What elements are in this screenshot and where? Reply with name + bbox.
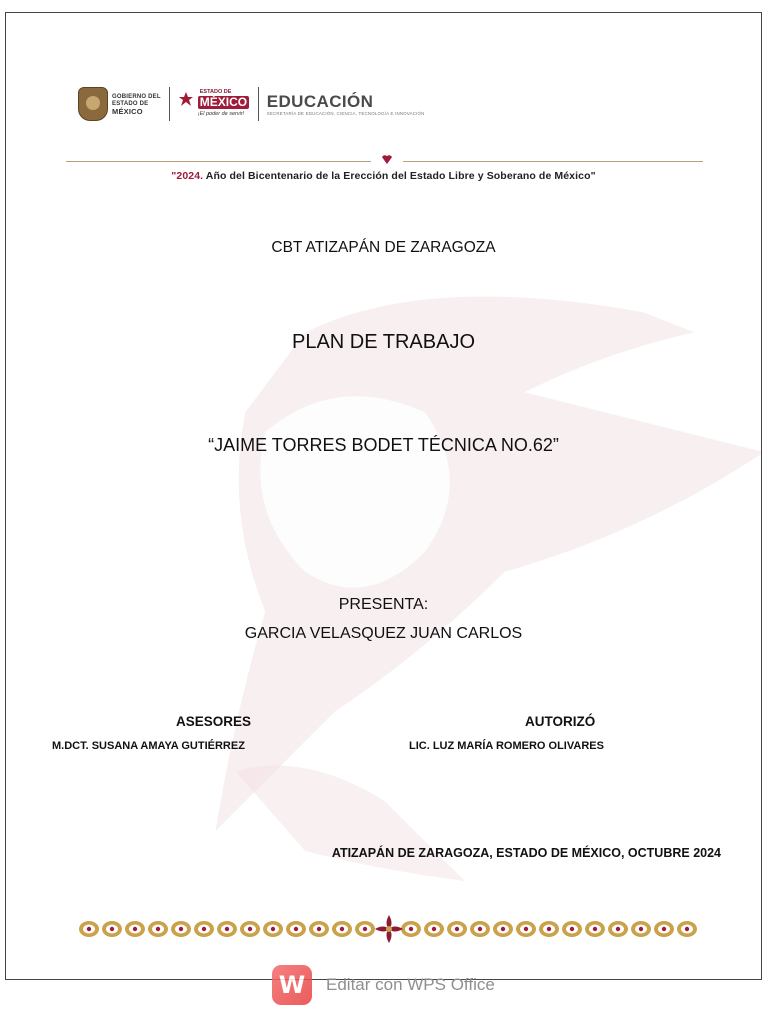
edomex-main-text: MÉXICO — [199, 95, 248, 109]
header-rule-left — [66, 161, 371, 162]
project-name: “JAIME TORRES BODET TÉCNICA NO.62” — [208, 435, 559, 455]
school-name: CBT ATIZAPÁN DE ZARAGOZA — [271, 239, 496, 256]
border-motif — [332, 921, 352, 937]
student-name: GARCIA VELASQUEZ JUAN CARLOS — [244, 625, 523, 642]
wps-edit-label: Editar con WPS Office — [326, 975, 495, 994]
wps-edit-button[interactable] — [272, 965, 495, 1005]
education-title: EDUCACIÓN — [266, 91, 374, 111]
edomex-logo — [178, 87, 250, 121]
authorized-label: AUTORIZÓ — [525, 714, 596, 729]
border-motif — [286, 921, 306, 937]
year-motto — [6, 170, 761, 182]
edomex-slogan: ¡El poder de servir! — [197, 111, 245, 117]
border-motif — [79, 921, 99, 937]
border-motif — [493, 921, 513, 937]
border-motif — [148, 921, 168, 937]
border-motif — [470, 921, 490, 937]
border-motif — [194, 921, 214, 937]
border-motif — [217, 921, 237, 937]
edomex-top-text: ESTADO DE — [199, 89, 232, 95]
advisors-label: ASESORES — [176, 714, 252, 729]
wps-logo-icon: W — [272, 965, 312, 1005]
border-motif — [355, 921, 375, 937]
logo-divider — [169, 87, 170, 121]
border-motif — [125, 921, 145, 937]
border-motif — [539, 921, 559, 937]
logo-divider — [258, 87, 259, 121]
government-label: GOBIERNO DEL ESTADO DE MÉXICO — [112, 93, 161, 116]
border-motif — [263, 921, 283, 937]
motto-year: "2024. — [171, 170, 204, 182]
border-motif — [608, 921, 628, 937]
header-logos — [78, 79, 425, 129]
border-motif — [309, 921, 329, 937]
header-rule-right — [403, 161, 703, 162]
advisor-name: M.DCT. SUSANA AMAYA GUTIÉRREZ — [52, 740, 245, 752]
border-motif — [240, 921, 260, 937]
decorative-border — [78, 911, 700, 947]
border-motif — [102, 921, 122, 937]
motto-text: Año del Bicentenario de la Erección del Estado Libre y Soberano de México" — [203, 170, 596, 182]
border-motif — [677, 921, 697, 937]
presents-label: PRESENTA: — [338, 596, 429, 613]
document-title: PLAN DE TRABAJO — [291, 331, 476, 353]
border-motif — [516, 921, 536, 937]
border-motif — [654, 921, 674, 937]
education-subtitle: SECRETARÍA DE EDUCACIÓN, CIENCIA, TECNOLOGÍA E INNOVACIÓN — [266, 110, 425, 116]
border-motif — [424, 921, 444, 937]
edomex-star-icon — [178, 91, 194, 107]
border-motif — [631, 921, 651, 937]
state-seal-icon — [78, 87, 108, 121]
border-motif — [401, 921, 421, 937]
border-motif — [447, 921, 467, 937]
border-motif — [585, 921, 605, 937]
authorizer-name: LIC. LUZ MARÍA ROMERO OLIVARES — [409, 740, 604, 752]
document-page — [5, 12, 762, 980]
header-ornament-icon — [379, 154, 395, 166]
border-motif — [562, 921, 582, 937]
center-flower-icon — [375, 915, 403, 943]
education-logo — [267, 93, 425, 116]
border-motif — [171, 921, 191, 937]
place-date: ATIZAPÁN DE ZARAGOZA, ESTADO DE MÉXICO, OCTUBRE 2024 — [331, 846, 721, 860]
